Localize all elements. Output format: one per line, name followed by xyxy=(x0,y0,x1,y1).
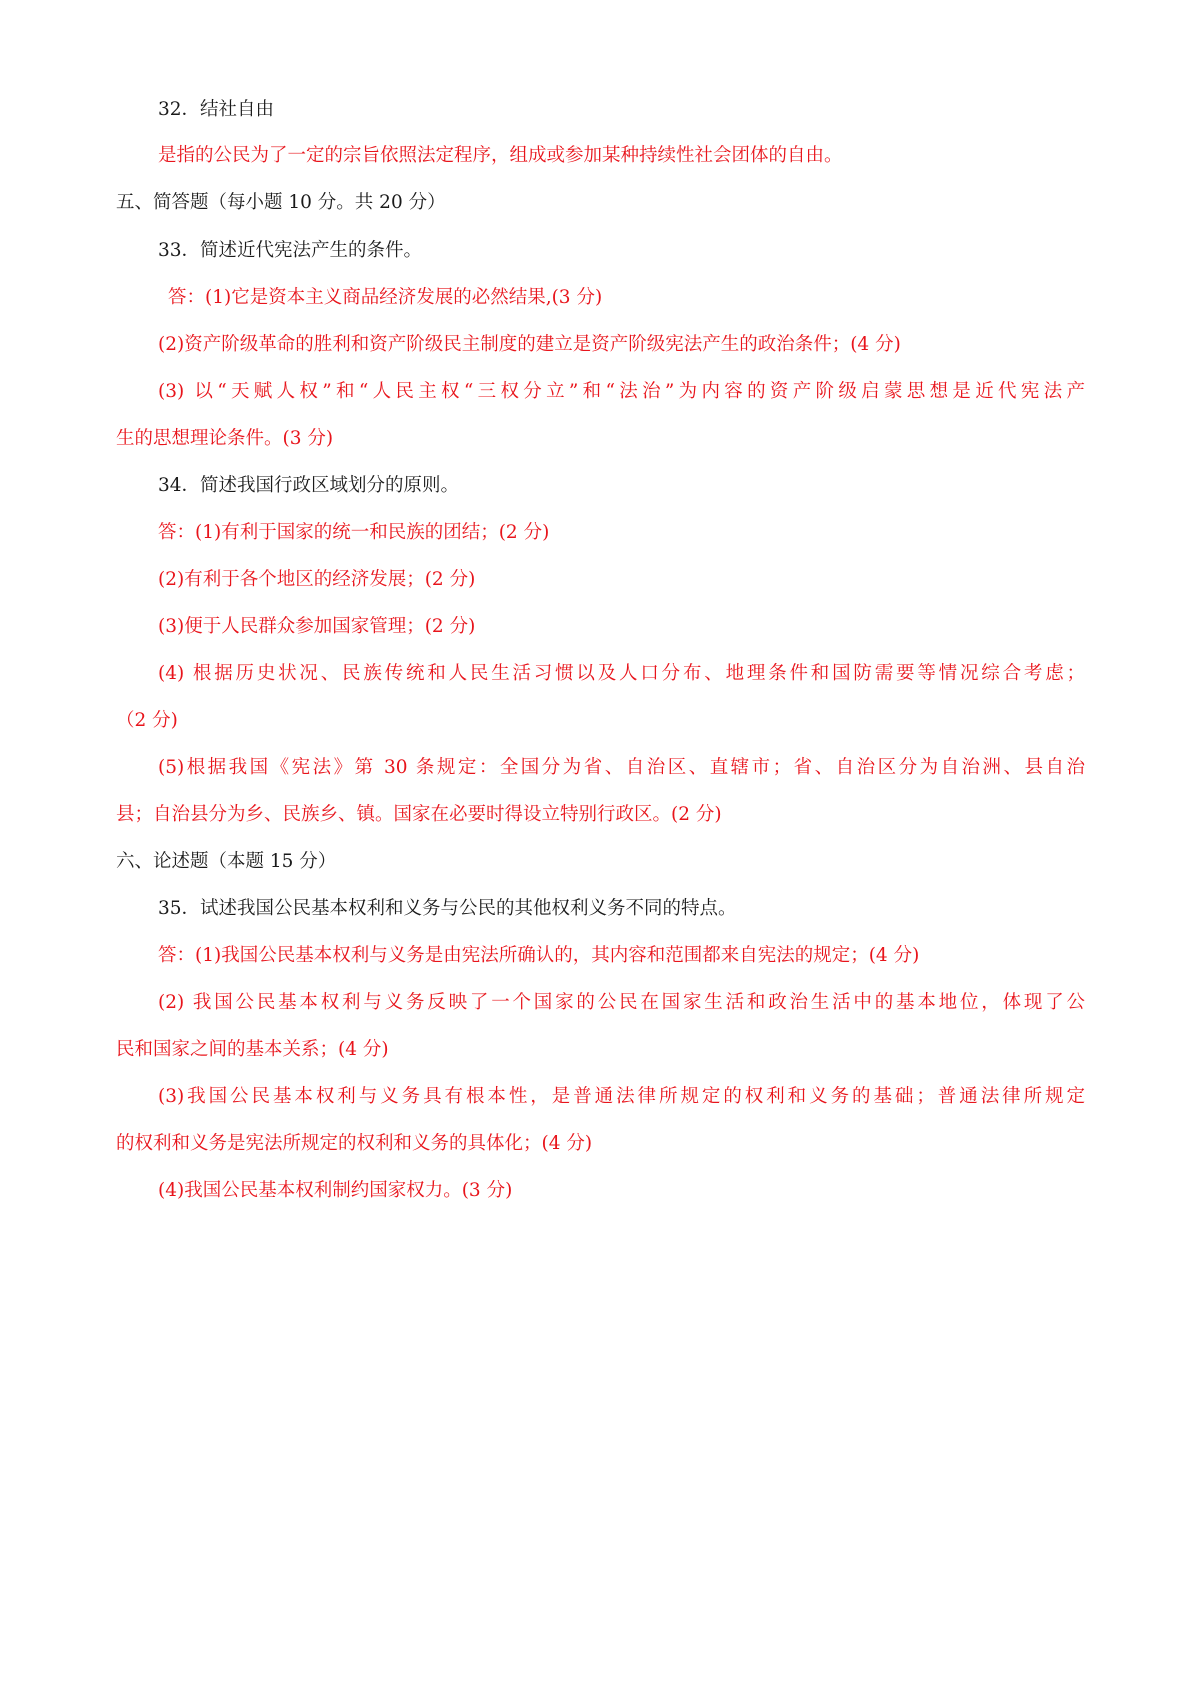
question-34-title: 34．简述我国行政区域划分的原则。 xyxy=(158,475,460,496)
question-34-answer-5-line-2: 县；自治县分为乡、民族乡、镇。国家在必要时得设立特别行政区。(2 分) xyxy=(116,804,722,825)
question-33-title: 33．简述近代宪法产生的条件。 xyxy=(158,240,423,261)
question-35-answer-3-line-2: 的权利和义务是宪法所规定的权利和义务的具体化；(4 分) xyxy=(116,1133,593,1154)
question-35-answer-2-line-2: 民和国家之间的基本关系；(4 分) xyxy=(116,1039,389,1060)
question-34-answer-5-line-1: (5)根据我国《宪法》第 30 条规定：全国分为省、自治区、直辖市；省、自治区分为自治洲、县自治 xyxy=(158,757,1085,778)
question-35-answer-3-line-1: (3)我国公民基本权利与义务具有根本性，是普通法律所规定的权利和义务的基础；普通法律所规定 xyxy=(158,1086,1085,1107)
question-35-answer-1: 答：(1)我国公民基本权利与义务是由宪法所确认的，其内容和范围都来自宪法的规定；(4 分) xyxy=(158,945,920,966)
question-33-answer-1: 答：(1)它是资本主义商品经济发展的必然结果,(3 分) xyxy=(168,287,603,308)
question-35-title: 35．试述我国公民基本权利和义务与公民的其他权利义务不同的特点。 xyxy=(158,898,737,919)
section-5-heading: 五、简答题（每小题 10 分。共 20 分） xyxy=(116,192,446,213)
question-35-answer-4: (4)我国公民基本权利制约国家权力。(3 分) xyxy=(158,1180,513,1201)
question-34-answer-3: (3)便于人民群众参加国家管理；(2 分) xyxy=(158,616,476,637)
question-34-answer-1: 答：(1)有利于国家的统一和民族的团结；(2 分) xyxy=(158,522,550,543)
question-34-answer-4-line-1: (4) 根据历史状况、民族传统和人民生活习惯以及人口分布、地理条件和国防需要等情况综合考虑； xyxy=(158,663,1085,684)
question-34-answer-4-line-2: （2 分) xyxy=(116,710,178,731)
question-32-answer: 是指的公民为了一定的宗旨依照法定程序，组成或参加某种持续性社会团体的自由。 xyxy=(158,145,843,166)
question-32-title: 32．结社自由 xyxy=(158,99,275,120)
question-33-answer-3-line-2: 生的思想理论条件。(3 分) xyxy=(116,428,334,449)
question-34-answer-2: (2)有利于各个地区的经济发展；(2 分) xyxy=(158,569,476,590)
question-33-answer-2: (2)资产阶级革命的胜利和资产阶级民主制度的建立是资产阶级宪法产生的政治条件；(4 分) xyxy=(158,334,901,355)
section-6-heading: 六、论述题（本题 15 分） xyxy=(116,851,337,872)
question-35-answer-2-line-1: (2) 我国公民基本权利与义务反映了一个国家的公民在国家生活和政治生活中的基本地位，体现了公 xyxy=(158,992,1085,1013)
question-33-answer-3-line-1: (3) 以“天赋人权”和“人民主权“三权分立”和“法治”为内容的资产阶级启蒙思想是近代宪法产 xyxy=(158,381,1085,402)
